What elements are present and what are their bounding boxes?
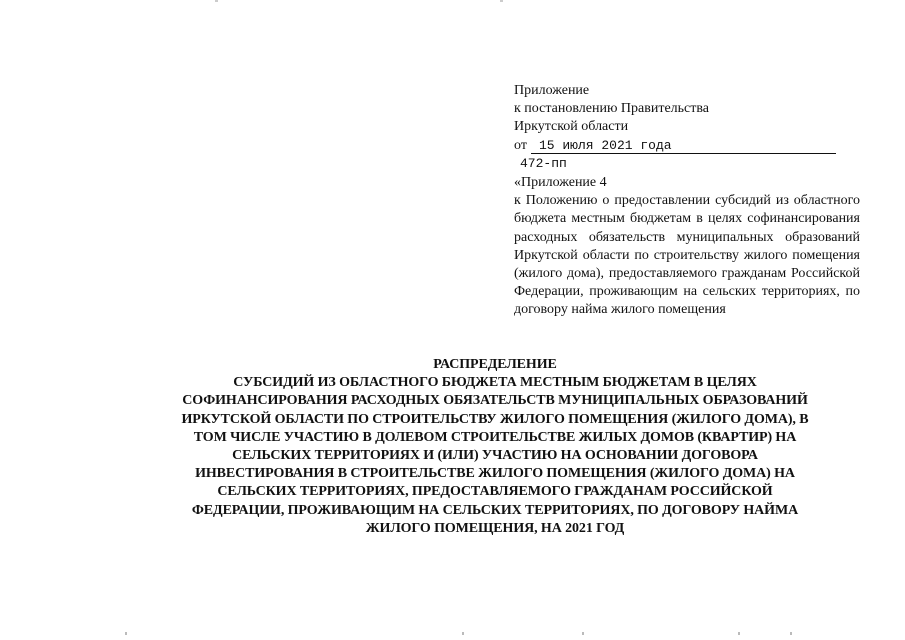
scan-speck xyxy=(125,632,127,635)
title-line: СЕЛЬСКИХ ТЕРРИТОРИЯХ, ПРЕДОСТАВЛЯЕМОГО ГРАЖДАНАМ РОССИЙСКОЙ xyxy=(217,484,773,500)
appendix-number: «Приложение 4 xyxy=(514,175,607,191)
resolution-reference: к постановлению Правительства xyxy=(514,101,710,117)
appendix-header xyxy=(514,82,860,320)
scan-speck xyxy=(215,0,218,2)
resolution-number: 472-пп xyxy=(520,155,567,171)
region-name: Иркутской области xyxy=(514,119,629,135)
title-line: СЕЛЬСКИХ ТЕРРИТОРИЯХ И (ИЛИ) УЧАСТИЮ НА ОСНОВАНИИ ДОГОВОРА xyxy=(232,448,758,464)
title-line: СУБСИДИЙ ИЗ ОБЛАСТНОГО БЮДЖЕТА МЕСТНЫМ БЮДЖЕТАМ В ЦЕЛЯХ xyxy=(233,375,757,391)
title-line: РАСПРЕДЕЛЕНИЕ xyxy=(433,357,557,372)
appendix-label: Приложение xyxy=(514,83,590,98)
title-line: ФЕДЕРАЦИИ, ПРОЖИВАЮЩИМ НА СЕЛЬСКИХ ТЕРРИТОРИЯХ, ПО ДОГОВОРУ НАЙМА xyxy=(191,502,799,518)
date-line xyxy=(514,137,860,155)
scan-speck xyxy=(582,632,584,635)
date-prefix: от xyxy=(514,137,527,153)
title-line: ИРКУТСКОЙ ОБЛАСТИ ПО СТРОИТЕЛЬСТВУ ЖИЛОГО ПОМЕЩЕНИЯ (ЖИЛОГО ДОМА), В xyxy=(181,411,809,427)
appendix-description: к Положению о предоставлении субсидий из областного бюджета местным бюджетам в целях софинансирования расходных обязательств муниципальных образований Иркутской области по строительству жилого помещения (жилого дома), предоставляемого гражданам Российской Федерации, проживающим на сельских территориях, по договору найма жилого помещения xyxy=(514,193,860,318)
scan-speck xyxy=(500,0,503,2)
title-line: ЖИЛОГО ПОМЕЩЕНИЯ, НА 2021 ГОД xyxy=(365,520,625,536)
title-line: ИНВЕСТИРОВАНИЯ В СТРОИТЕЛЬСТВЕ ЖИЛОГО ПОМЕЩЕНИЯ (ЖИЛОГО ДОМА) НА xyxy=(195,466,795,482)
scan-speck xyxy=(738,632,740,635)
date-value: 15 июля 2021 года xyxy=(531,138,836,154)
scan-speck xyxy=(790,632,792,635)
scan-speck xyxy=(462,632,464,635)
title-line: ТОМ ЧИСЛЕ УЧАСТИЮ В ДОЛЕВОМ СТРОИТЕЛЬСТВЕ ЖИЛЫХ ДОМОВ (КВАРТИР) НА xyxy=(193,429,797,445)
document-title xyxy=(150,356,840,538)
title-line: СОФИНАНСИРОВАНИЯ РАСХОДНЫХ ОБЯЗАТЕЛЬСТВ МУНИЦИПАЛЬНЫХ ОБРАЗОВАНИЙ xyxy=(182,393,808,409)
